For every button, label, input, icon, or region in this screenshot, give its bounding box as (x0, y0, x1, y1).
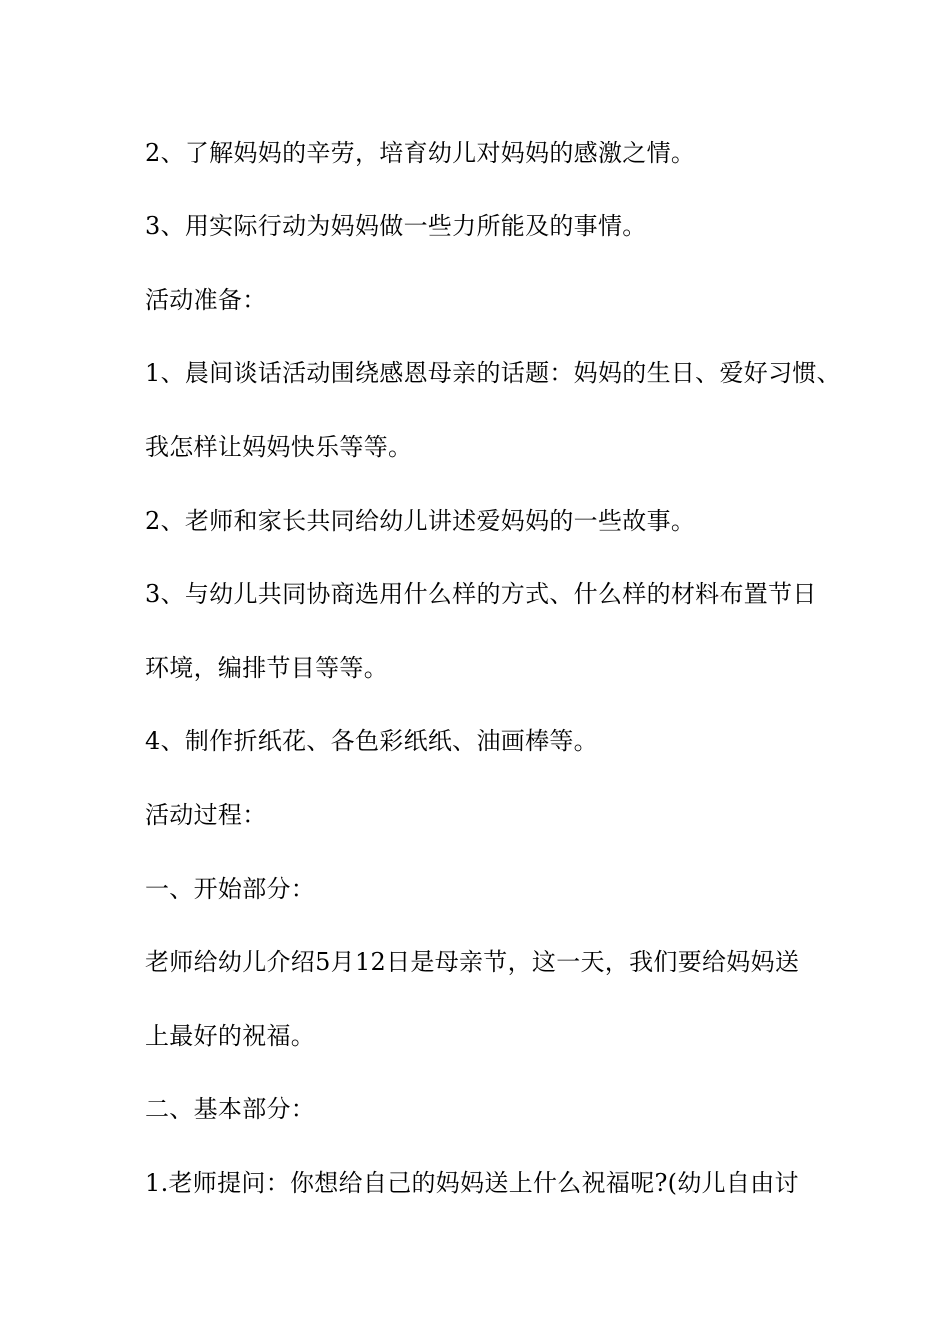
subsection-heading-basic: 二、基本部分： (145, 1095, 316, 1123)
text-line-objective-3: 3、用实际行动为妈妈做一些力所能及的事情。 (145, 212, 647, 240)
subsection-heading-start: 一、开始部分： (145, 875, 316, 903)
text-line-preparation-1: 1、晨间谈话活动围绕感恩母亲的话题：妈妈的生日、爱好习惯、 (145, 359, 841, 387)
text-line-preparation-1-cont: 我怎样让妈妈快乐等等。 (145, 433, 413, 461)
text-line-preparation-4: 4、制作折纸花、各色彩纸纸、油画棒等。 (145, 727, 598, 755)
text-line-start-intro-cont: 上最好的祝福。 (145, 1022, 316, 1050)
section-heading-preparation: 活动准备： (145, 286, 267, 314)
section-heading-process: 活动过程： (145, 801, 267, 829)
text-line-preparation-2: 2、老师和家长共同给幼儿讲述爱妈妈的一些故事。 (145, 507, 696, 535)
text-line-preparation-3: 3、与幼儿共同协商选用什么样的方式、什么样的材料布置节日 (145, 580, 817, 608)
text-line-objective-2: 2、了解妈妈的辛劳，培育幼儿对妈妈的感激之情。 (145, 139, 696, 167)
text-line-start-intro: 老师给幼儿介绍5月12日是母亲节，这一天，我们要给妈妈送 (145, 948, 800, 976)
text-line-basic-1: 1.老师提问：你想给自己的妈妈送上什么祝福呢?(幼儿自由讨 (145, 1169, 799, 1197)
text-line-preparation-3-cont: 环境，编排节目等等。 (145, 654, 388, 682)
